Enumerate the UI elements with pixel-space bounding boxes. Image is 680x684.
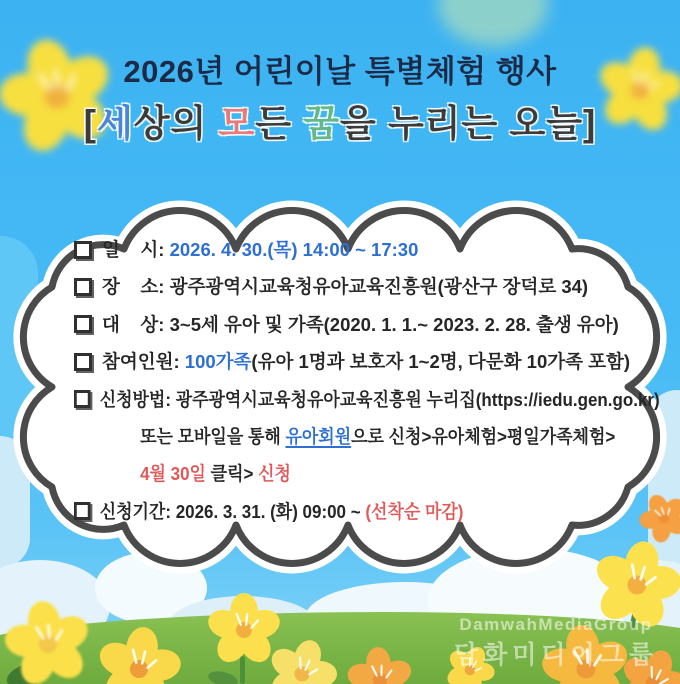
checkbox-bullet-icon bbox=[74, 390, 91, 408]
text-segment: 으로 신청>유아체험>평일가족체험> bbox=[351, 425, 616, 447]
flower-icon bbox=[345, 645, 414, 684]
text-segment: 신청기간: 2026. 3. 31. (화) 09:00 ~ bbox=[99, 500, 366, 522]
flower-icon bbox=[0, 595, 97, 684]
text-segment: 100가족 bbox=[184, 351, 252, 373]
info-line bbox=[74, 306, 680, 343]
text-segment: 대 상: 3~5세 유아 및 가족(2020. 1. 1.~ 2023. 2. 28. 출생 유아) bbox=[102, 313, 619, 335]
info-line bbox=[74, 381, 660, 418]
text-segment: 4월 30일 bbox=[140, 463, 206, 485]
text-segment: 신청방법: 광주광역시교육청유아교육진흥원 누리집(https://iedu.gen.go.kr) bbox=[99, 388, 660, 410]
event-subtitle bbox=[0, 93, 680, 147]
text-segment: 장 소: 광주광역시교육청유아교육진흥원(광산구 장덕로 34) bbox=[102, 276, 589, 298]
watermark bbox=[454, 615, 658, 671]
text-segment: 클릭> bbox=[205, 463, 259, 485]
text-segment: 세 bbox=[96, 103, 134, 144]
text-segment: 든 bbox=[255, 103, 304, 144]
text-segment: 참여인원: bbox=[102, 351, 185, 373]
flower-icon bbox=[208, 594, 280, 666]
checkbox-bullet-icon bbox=[74, 353, 92, 371]
info-line bbox=[74, 268, 680, 305]
text-segment: 유아회원 bbox=[285, 425, 352, 447]
info-line bbox=[74, 493, 660, 530]
text-segment: 상의 bbox=[133, 103, 219, 144]
text-segment: (선착순 마감) bbox=[365, 500, 464, 522]
watermark-korean: 담화미디어그룹 bbox=[453, 641, 658, 669]
text-segment: 신청 bbox=[258, 463, 291, 485]
text-segment: (유아 1명과 보호자 1~2명, 다문화 10가족 포함) bbox=[251, 351, 631, 373]
text-segment: 을 누리는 오늘] bbox=[340, 103, 597, 144]
text-segment: [ bbox=[83, 103, 97, 144]
text-segment: 2026. 4. 30.(목) 14:00 ~ 17:30 bbox=[169, 239, 419, 260]
checkbox-bullet-icon bbox=[74, 502, 91, 520]
text-segment: 일 시: bbox=[102, 239, 170, 260]
info-line bbox=[74, 231, 680, 268]
info-line bbox=[74, 455, 660, 492]
text-segment: 모 bbox=[218, 103, 256, 144]
info-line bbox=[74, 343, 680, 380]
checkbox-bullet-icon bbox=[74, 315, 92, 333]
flower-icon bbox=[93, 623, 186, 684]
event-title: 2026년 어린이날 특별체험 행사 bbox=[123, 54, 557, 89]
text-segment: 꿈 bbox=[303, 103, 341, 144]
watermark-latin: DamwahMediaGroup bbox=[459, 615, 653, 634]
text-segment: 또는 모바일을 통해 bbox=[140, 425, 286, 447]
event-details bbox=[74, 231, 680, 530]
sky-glow bbox=[438, 0, 548, 46]
checkbox-bullet-icon bbox=[74, 241, 92, 259]
info-line bbox=[74, 418, 660, 455]
checkbox-bullet-icon bbox=[74, 278, 92, 296]
